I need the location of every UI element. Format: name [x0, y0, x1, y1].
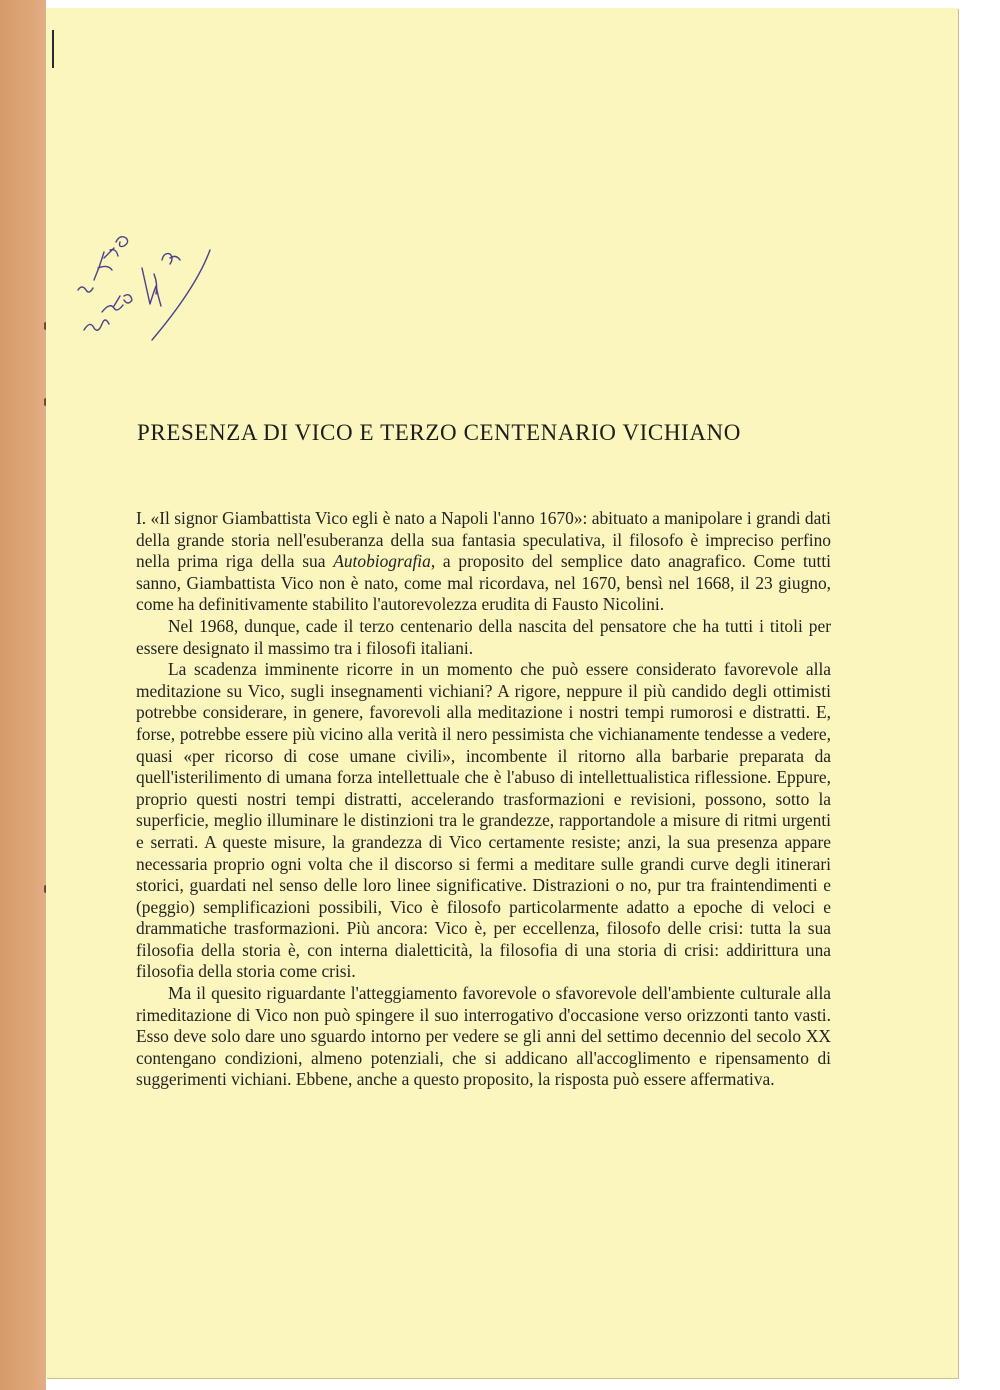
italic-book-title: Autobiografia [333, 551, 431, 572]
paragraph-text: I. «Il signor Giambattista Vico egli è nato a Napoli l'anno 1670»: abituato a manipolare i grandi dati della grande storia nell'esuberanza della sua fantasia speculativa, il filosofo è impreciso perfino nella prima riga della sua [136, 508, 831, 572]
book-spine-edge [0, 0, 46, 1390]
paragraph-text: , a proposito del semplice dato anagrafico. Come tutti sanno, Giambattista Vico non è nato, come mal ricordava, nel 1670, bensì nel 1668, il 23 giugno, come ha definitivamente stabilito l'autorevolezza erudita di Fausto Nicolini. [136, 551, 831, 615]
article-title: PRESENZA DI VICO E TERZO CENTENARIO VICHIANO [137, 420, 741, 445]
article-body [136, 508, 831, 1091]
paragraph-text: Nel 1968, dunque, cade il terzo centenario della nascita del pensatore che ha tutti i titoli per essere designato il massimo tra i filosofi italiani. [136, 615, 831, 658]
body-paragraph [136, 508, 831, 616]
body-paragraph [136, 659, 831, 983]
body-paragraph [136, 616, 831, 659]
paragraph-text: Ma il quesito riguardante l'atteggiamento favorevole o sfavorevole dell'ambiente culturale alla rimeditazione di Vico non può spingere il suo interrogativo d'occasione verso orizzonti tanto vasti. Esso deve solo dare uno sguardo intorno per vedere se gli anni del settimo decennio del secolo XX contengano condizioni, almeno potenziali, che si addicano all'accoglimento e ripensamento di suggerimenti vichiani. Ebbene, anche a questo proposito, la risposta può essere affermativa. [136, 983, 831, 1090]
page-edge-mark [52, 30, 54, 68]
handwritten-dedication [70, 220, 230, 370]
body-paragraph [136, 983, 831, 1091]
paragraph-text: La scadenza imminente ricorre in un momento che può essere considerato favorevole alla meditazione su Vico, sugli insegnamenti vichiani? A rigore, neppure il più candido degli ottimisti potrebbe considerare, in genere, favorevoli alla meditazione i nostri tempi rumorosi e distratti. E, forse, potrebbe essere più vicino alla verità il nero pessimista che vichianamente tendesse a vedere, quasi «per ricorso di cose umane civili», incombente il ritorno alla barbarie preparata da quell'isterilimento di umana forza intellettuale che è l'abuso di intellettualistica riflessione. Eppure, proprio questi nostri tempi distratti, accelerando trasformazioni e revisioni, possono, sotto la superficie, meglio illuminare le distinzioni tra le grandezze, rapportandole a misure di ritmi urgenti e serrati. A queste misure, la grandezza di Vico certamente resiste; anzi, la sua presenza appare necessaria proprio ogni volta che il discorso si fermi a meditare sulle grandi curve degli itinerari storici, guardati nel senso delle loro linee significative. Distrazioni o no, pur tra fraintendimenti e (peggio) semplificazioni possibili, Vico è filosofo particolarmente adatto a epoche di veloci e drammatiche trasformazioni. Più ancora: Vico è, per eccellenza, filosofo delle crisi: tutta la sua filosofia della storia è, con interna dialetticità, la filosofia di una storia di crisi: addirittura una filosofia della storia come crisi. [136, 659, 831, 982]
